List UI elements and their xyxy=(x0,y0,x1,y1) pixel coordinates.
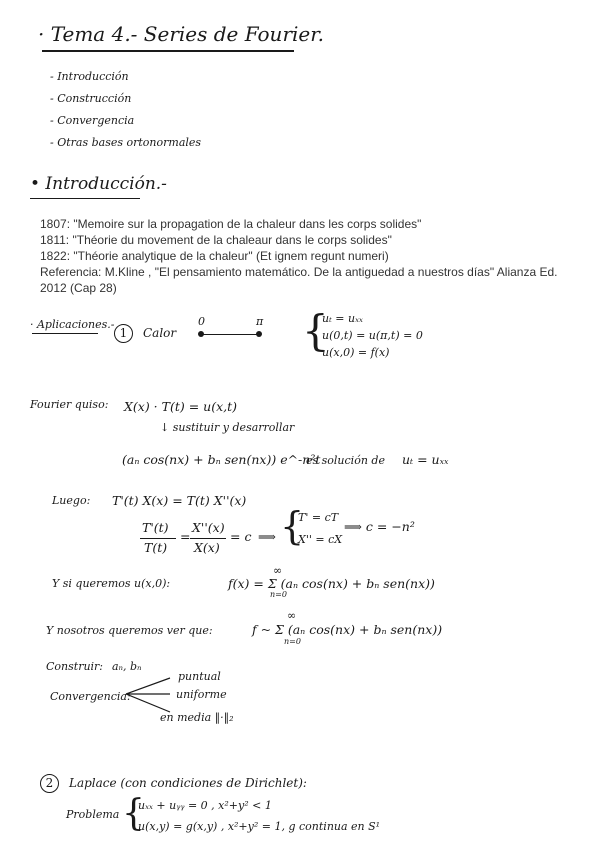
item-number-2: 2 xyxy=(40,774,59,793)
ode-system-brace: { xyxy=(280,504,305,548)
frac-equals: = xyxy=(180,529,191,544)
calor-eq-initial: u(x,0) = f(x) xyxy=(322,346,390,359)
calor-eq-heat: uₜ = uₓₓ xyxy=(322,312,363,325)
ref-referencia: Referencia: M.Kline , "El pensamiento matemático. De la antiguedad a nuestros días" Alianza Ed. xyxy=(40,265,558,279)
toc-item-introduccion: - Introducción xyxy=(50,70,129,83)
toc-item-convergencia: - Convergencia xyxy=(50,114,135,127)
item-number-1: 1 xyxy=(114,324,133,343)
laplace-system-brace: { xyxy=(122,793,145,834)
frac-right-bar xyxy=(190,538,226,539)
separation-product: X(x) · T(t) = u(x,t) xyxy=(124,399,238,414)
ode-t: T' = cT xyxy=(298,511,339,524)
fourier-quiso-label: Fourier quiso: xyxy=(30,398,109,411)
luego-label: Luego: xyxy=(52,494,91,507)
title-bullet: · xyxy=(38,22,45,46)
laplace-heading xyxy=(40,774,307,793)
substitute-note: ↓ sustituir y desarrollar xyxy=(160,421,295,434)
convergence-uniform: uniforme xyxy=(176,688,227,701)
title-text: Tema 4.- Series de Fourier. xyxy=(50,22,324,46)
interval-end-label: π xyxy=(256,315,264,328)
title-underline xyxy=(42,50,294,52)
implies-arrow: ⟹ xyxy=(258,529,276,544)
ref-1807: 1807: "Memoire sur la propagation de la chaleur dans les corps solides" xyxy=(40,217,422,231)
aplicaciones-label: · Aplicaciones.- xyxy=(30,318,115,331)
frac-right-den: X(x) xyxy=(194,540,220,555)
sum2-top: ∞ xyxy=(287,609,297,622)
convergence-pointwise: puntual xyxy=(178,670,221,683)
laplace-title: Laplace (con condiciones de Dirichlet): xyxy=(69,776,307,790)
page-title xyxy=(38,22,324,46)
calor-label: Calor xyxy=(143,326,177,340)
intro-heading: • Introducción.- xyxy=(30,174,167,194)
construir-coeffs: aₙ, bₙ xyxy=(112,660,142,673)
toc-item-otras-bases: - Otras bases ortonormales xyxy=(50,136,202,149)
frac-left-den: T(t) xyxy=(144,540,168,555)
sum2-bottom: n=0 xyxy=(284,637,301,646)
interval-start-label: 0 xyxy=(198,315,205,328)
eigen-result: ⟹ c = −n² xyxy=(344,519,415,534)
laplace-eq-pde: uₓₓ + uᵧᵧ = 0 , x²+y² < 1 xyxy=(138,799,272,812)
heat-equation: uₜ = uₓₓ xyxy=(402,452,449,467)
separated-solution: (aₙ cos(nx) + bₙ sen(nx)) e^-n²t xyxy=(122,452,321,467)
ref-1811: 1811: "Théorie du movement de la chaleaur dans le corps solides" xyxy=(40,233,392,247)
ref-2012: 2012 (Cap 28) xyxy=(40,281,117,295)
calor-eq-boundary: u(0,t) = u(π,t) = 0 xyxy=(322,329,423,342)
luego-equation: T'(t) X(x) = T(t) X''(x) xyxy=(112,493,247,508)
frac-equals-c: = c xyxy=(230,529,252,544)
frac-right-num: X''(x) xyxy=(192,520,225,535)
sum1-top: ∞ xyxy=(273,564,283,577)
aplicaciones-underline xyxy=(32,333,98,334)
intro-underline xyxy=(30,198,140,199)
rod-endpoint-left xyxy=(198,331,204,337)
ver-que-label: Y nosotros queremos ver que: xyxy=(46,624,213,637)
calor-system-brace: { xyxy=(302,306,329,355)
item-calor xyxy=(114,324,176,343)
laplace-eq-boundary: u(x,y) = g(x,y) , x²+y² = 1, g continua en S¹ xyxy=(138,820,381,833)
fourier-series-approx: f ~ Σ (aₙ cos(nx) + bₙ sen(nx)) xyxy=(252,622,443,637)
ref-1822: 1822: "Théorie analytique de la chaleur" (Et ignem regunt numeri) xyxy=(40,249,389,263)
construir-label: Construir: xyxy=(46,660,104,673)
rod-segment xyxy=(201,334,259,335)
convergence-mean: en media ‖·‖₂ xyxy=(160,711,234,724)
ode-x: X'' = cX xyxy=(298,533,343,546)
toc-item-construccion: - Construcción xyxy=(50,92,132,105)
frac-left-bar xyxy=(140,538,176,539)
convergencia-label: Convergencia: xyxy=(50,690,131,703)
queremos-label: Y si queremos u(x,0): xyxy=(52,577,171,590)
fourier-series-f: f(x) = Σ (aₙ cos(nx) + bₙ sen(nx)) xyxy=(228,576,435,591)
frac-left-num: T'(t) xyxy=(142,520,169,535)
problema-label: Problema xyxy=(66,808,120,821)
es-solucion-label: es solución de xyxy=(306,454,385,467)
sum1-bottom: n=0 xyxy=(270,590,287,599)
rod-endpoint-right xyxy=(256,331,262,337)
